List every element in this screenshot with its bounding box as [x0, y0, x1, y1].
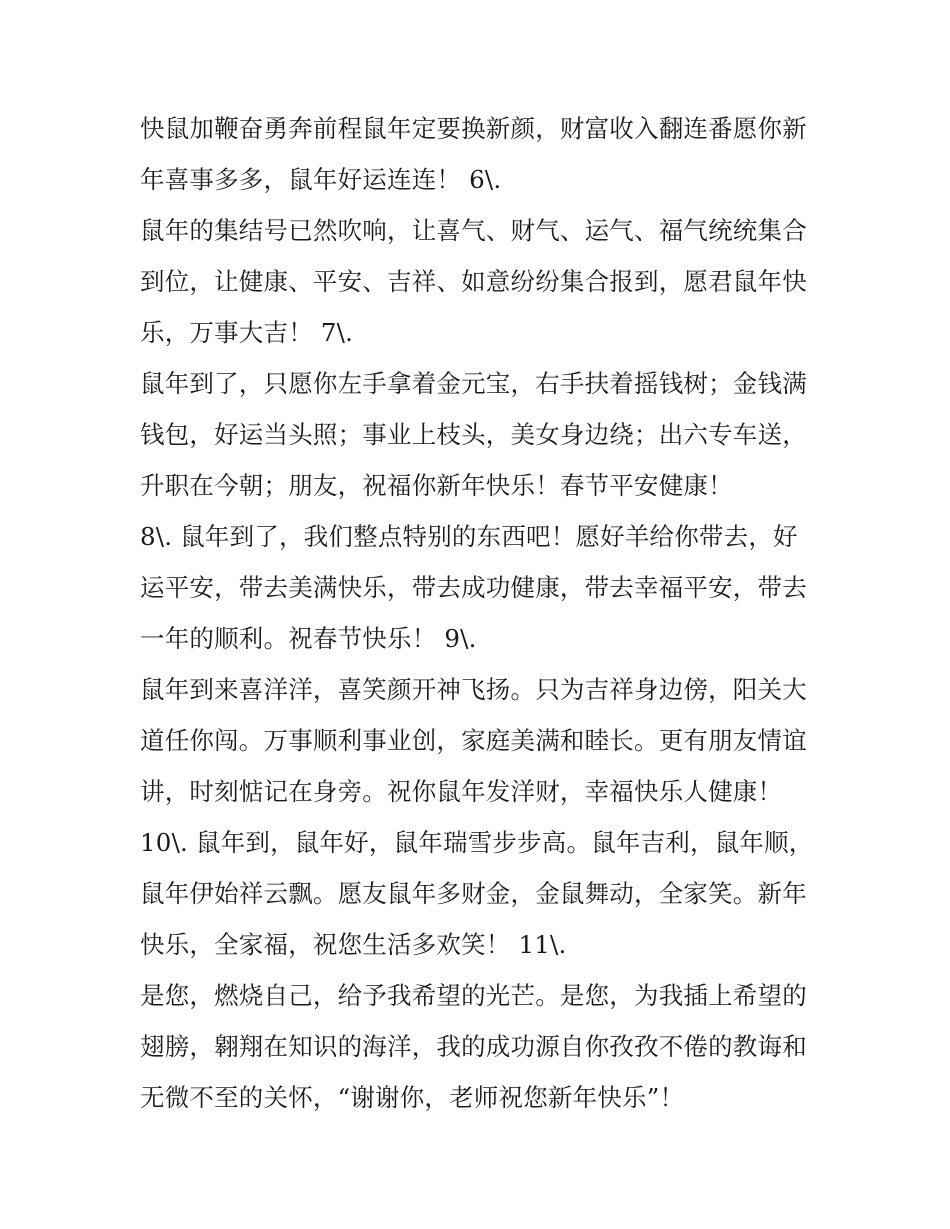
- text-line: 一年的顺利。祝春节快乐！ 9\.: [140, 624, 477, 653]
- text-line: 无微不至的关怀，“谢谢你，老师祝您新年快乐”！: [140, 1083, 685, 1112]
- text-line: 鼠年的集结号已然吹响，让喜气、财气、运气、福气统统集合: [140, 216, 807, 245]
- text-line: 升职在今朝；朋友，祝福你新年快乐！春节平安健康！: [140, 471, 733, 500]
- text-line: 讲，时刻惦记在身旁。祝你鼠年发洋财，幸福快乐人健康！: [140, 777, 783, 806]
- text-line: 鼠年伊始祥云飘。愿友鼠年多财金，金鼠舞动，全家笑。新年: [140, 879, 807, 908]
- text-line: 运平安，带去美满快乐，带去成功健康，带去幸福平安，带去: [140, 573, 807, 602]
- text-line: 道任你闯。万事顺利事业创，家庭美满和睦长。更有朋友情谊: [140, 726, 807, 755]
- text-line: 翅膀，翱翔在知识的海洋，我的成功源自你孜孜不倦的教诲和: [140, 1032, 807, 1061]
- text-line: 快乐，全家福，祝您生活多欢笑！ 11\.: [140, 930, 567, 959]
- text-line: 快鼠加鞭奋勇奔前程鼠年定要换新颜，财富收入翻连番愿你新: [140, 114, 807, 143]
- text-line: 10\. 鼠年到，鼠年好，鼠年瑞雪步步高。鼠年吉利，鼠年顺，: [140, 828, 814, 857]
- text-line: 到位，让健康、平安、吉祥、如意纷纷集合报到，愿君鼠年快: [140, 267, 807, 296]
- text-line: 钱包，好运当头照；事业上枝头，美女身边绕；出六专车送，: [140, 420, 807, 449]
- document-body: [140, 103, 815, 1123]
- text-line: 鼠年到了，只愿你左手拿着金元宝，右手扶着摇钱树；金钱满: [140, 369, 807, 398]
- text-line: 是您，燃烧自己，给予我希望的光芒。是您，为我插上希望的: [140, 981, 807, 1010]
- text-line: 乐，万事大吉！ 7\.: [140, 318, 354, 347]
- text-line: 年喜事多多，鼠年好运连连！ 6\.: [140, 165, 502, 194]
- text-line: 8\. 鼠年到了，我们整点特别的东西吧！愿好羊给你带去，好: [140, 522, 798, 551]
- text-line: 鼠年到来喜洋洋，喜笑颜开神飞扬。只为吉祥身边傍，阳关大: [140, 675, 807, 704]
